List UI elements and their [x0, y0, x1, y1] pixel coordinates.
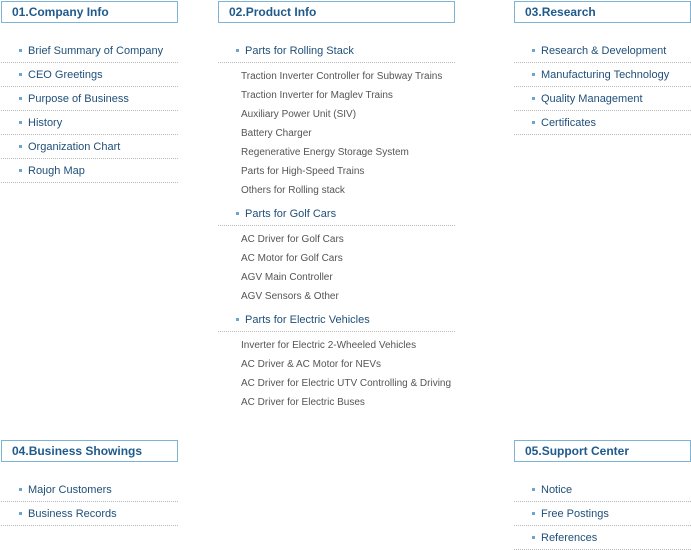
section-title: Company Info [28, 5, 109, 19]
bullet-icon [19, 488, 22, 491]
support-menu-item[interactable] [514, 502, 691, 526]
bullet-icon [532, 488, 535, 491]
business-showings-menu [1, 478, 178, 526]
company-menu-item[interactable] [1, 135, 178, 159]
product-submenu-item[interactable]: AGV Sensors & Other [241, 291, 339, 302]
section-number: 02. [229, 5, 246, 19]
research-section [514, 1, 691, 135]
menu-item-label: Business Records [28, 507, 117, 520]
section-number: 05. [525, 444, 542, 458]
company-menu-item[interactable] [1, 111, 178, 135]
company-info-header[interactable] [1, 1, 178, 23]
bullet-icon [532, 97, 535, 100]
product-submenu-item[interactable]: AC Driver & AC Motor for NEVs [241, 359, 382, 370]
menu-item-label: Parts for Rolling Stack [245, 44, 354, 57]
company-info-menu [1, 39, 178, 183]
product-submenu-item[interactable]: Others for Rolling stack [241, 185, 345, 196]
section-title: Product Info [245, 5, 317, 19]
section-number: 04. [12, 444, 29, 458]
product-info-header[interactable] [218, 1, 455, 23]
product-category[interactable] [218, 39, 455, 63]
support-center-section [514, 440, 691, 550]
product-submenu-item[interactable]: Traction Inverter Controller for Subway Trains [241, 71, 443, 82]
company-menu-item[interactable] [1, 159, 178, 183]
product-submenu-item[interactable]: AGV Main Controller [241, 272, 333, 283]
menu-item-label: Research & Development [541, 44, 667, 57]
menu-item-label: Brief Summary of Company [28, 44, 164, 57]
menu-item-label: Manufacturing Technology [541, 68, 670, 81]
menu-item-label: Quality Management [541, 92, 643, 105]
bullet-icon [19, 49, 22, 52]
menu-item-label: Major Customers [28, 483, 112, 496]
business-showings-header[interactable] [1, 440, 178, 462]
product-submenu-item[interactable]: Auxiliary Power Unit (SIV) [241, 109, 357, 120]
product-info-menu [218, 39, 455, 414]
support-center-header[interactable] [514, 440, 691, 462]
company-menu-item[interactable] [1, 39, 178, 63]
menu-item-label: Certificates [541, 116, 597, 129]
bullet-icon [19, 512, 22, 515]
menu-item-label: Free Postings [541, 507, 609, 520]
product-category[interactable] [218, 308, 455, 332]
research-menu [514, 39, 691, 135]
product-submenu-item[interactable]: AC Motor for Golf Cars [241, 253, 343, 264]
business-menu-item[interactable] [1, 478, 178, 502]
bullet-icon [19, 145, 22, 148]
bullet-icon [19, 97, 22, 100]
bullet-icon [532, 73, 535, 76]
product-submenu-item[interactable]: Traction Inverter for Maglev Trains [241, 90, 393, 101]
research-header[interactable] [514, 1, 691, 23]
product-category[interactable] [218, 202, 455, 226]
product-submenu-item[interactable]: Parts for High-Speed Trains [241, 166, 365, 177]
bullet-icon [532, 49, 535, 52]
support-menu-item[interactable] [514, 526, 691, 550]
company-menu-item[interactable] [1, 87, 178, 111]
section-title: Support Center [541, 444, 630, 458]
section-number: 01. [12, 5, 29, 19]
bullet-icon [532, 121, 535, 124]
support-center-menu [514, 478, 691, 550]
bullet-icon [236, 49, 239, 52]
product-submenu [218, 226, 455, 308]
section-title: Business Showings [28, 444, 143, 458]
business-menu-item[interactable] [1, 502, 178, 526]
menu-item-label: References [541, 531, 598, 544]
menu-item-label: Organization Chart [28, 140, 121, 153]
product-submenu-item[interactable]: Battery Charger [241, 128, 312, 139]
menu-item-label: CEO Greetings [28, 68, 103, 81]
company-menu-item[interactable] [1, 63, 178, 87]
menu-item-label: Purpose of Business [28, 92, 129, 105]
bullet-icon [532, 536, 535, 539]
support-menu-item[interactable] [514, 478, 691, 502]
product-submenu-item[interactable]: Inverter for Electric 2-Wheeled Vehicles [241, 340, 417, 351]
research-menu-item[interactable] [514, 63, 691, 87]
section-title: Research [541, 5, 596, 19]
product-submenu-item[interactable]: AC Driver for Electric UTV Controlling & Driving [241, 378, 452, 389]
research-menu-item[interactable] [514, 87, 691, 111]
menu-item-label: Parts for Electric Vehicles [245, 313, 370, 326]
menu-item-label: Notice [541, 483, 573, 496]
product-submenu-item[interactable]: Regenerative Energy Storage System [241, 147, 409, 158]
product-submenu [218, 63, 455, 202]
section-number: 03. [525, 5, 542, 19]
business-showings-section [1, 440, 178, 526]
research-menu-item[interactable] [514, 111, 691, 135]
product-submenu-item[interactable]: AC Driver for Electric Buses [241, 397, 365, 408]
bullet-icon [532, 512, 535, 515]
bullet-icon [236, 212, 239, 215]
bullet-icon [19, 121, 22, 124]
product-submenu [218, 332, 455, 414]
product-submenu-item[interactable]: AC Driver for Golf Cars [241, 234, 344, 245]
bullet-icon [19, 73, 22, 76]
research-menu-item[interactable] [514, 39, 691, 63]
menu-item-label: Parts for Golf Cars [245, 207, 337, 220]
bullet-icon [236, 318, 239, 321]
company-info-section [1, 1, 178, 183]
menu-item-label: Rough Map [28, 164, 85, 177]
menu-item-label: History [28, 116, 63, 129]
bullet-icon [19, 169, 22, 172]
product-info-section [218, 1, 455, 414]
